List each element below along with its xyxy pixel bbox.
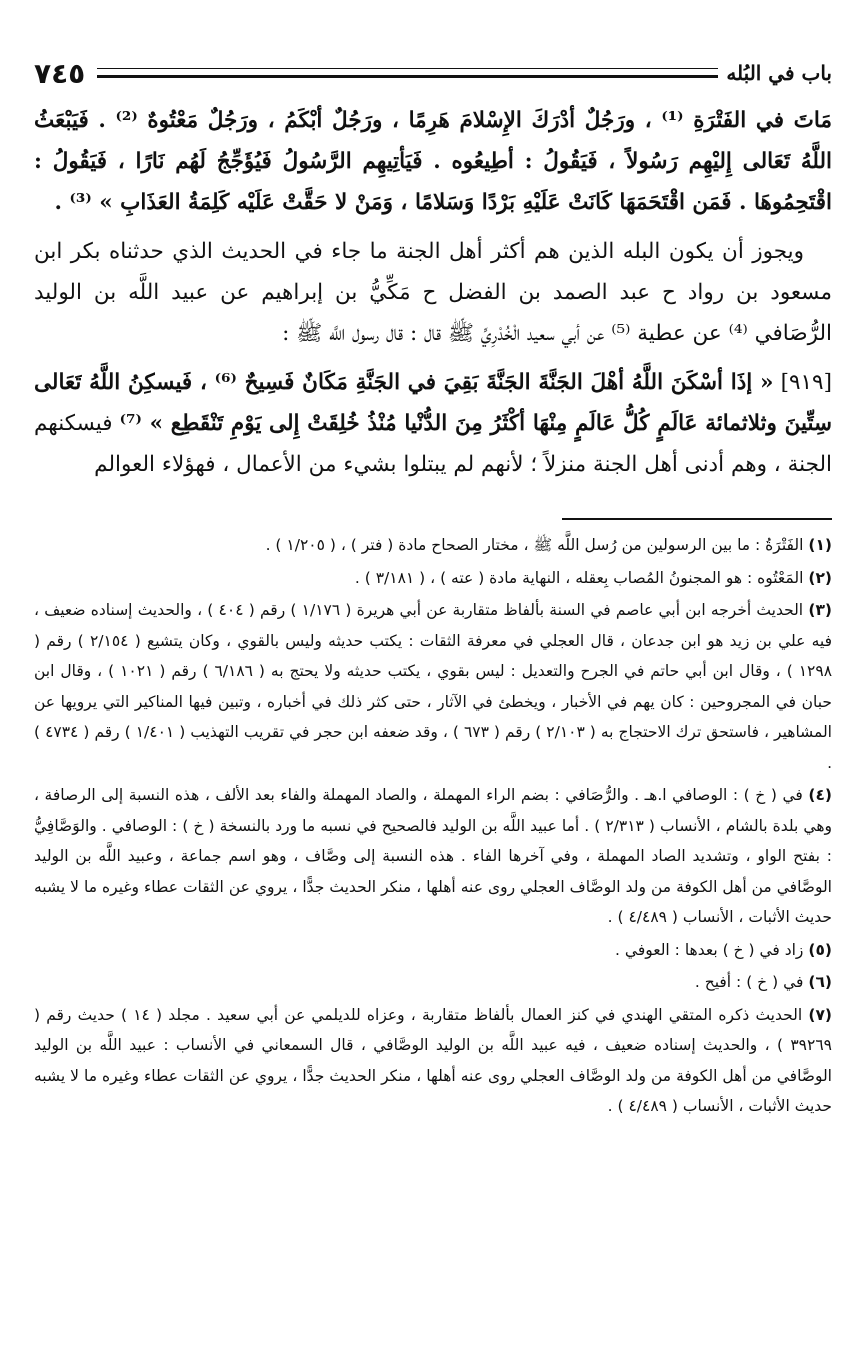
footnote-text: الحديث ذكره المتقي الهندي في كنز العمال بألفاظ متقاربة ، وعزاه للديلمي عن أبي سعيد . مجلد ( ١٤ ) حديث رقم ( ٣٩٢٦٩ ) ، والحديث إسناده ضعيف ، فيه عبيد اللَّه بن الوليد الوصَّافي ، قال السمعاني في الأنساب : عبيد اللَّه بن الوليد الوصَّافي من أهل الكوفة من ولد الوصَّاف العجلي روى عنه أهلها ، منكر الحديث جدًّا ، يروي عن الثقات عطاء وغيره ما لا يشبه حديث الأثبات ، الأنساب ( ٤/٤٨٩ ) . (34, 1005, 832, 1115)
hadith-continuation: مَاتَ في الفَتْرَةِ ⁽¹⁾ ، ورَجُلٌ أدْرَكَ الإِسْلامَ هَرِمًا ، ورَجُلٌ أبْكَمُ ، ورَجُلٌ مَعْتُوهٌ ⁽²⁾ . فَيَبْعَثُ اللَّهُ تَعَالى إِليْهِم رَسُولاً ، فَيَقُولُ : أطِيعُوه . فَيَأتِيهِم الرَّسُولُ فَيُؤَجِّجُ لَهُم نَارًا ، فَيَقُولُ : اقْتَحِمُوهَا . فَمَن اقْتَحَمَهَا كَانَتْ عَلَيْهِ بَرْدًا وَسَلامًا ، وَمَنْ لا حَقَّتْ عَلَيْه كَلِمَةُ العَذَابِ » ⁽³⁾ . (34, 108, 832, 215)
hadith-number: [٩١٩] (780, 370, 832, 395)
hadith-text: « إذَا أسْكَنَ اللَّهُ أهْلَ الجَنَّةَ الجَنَّةَ بَقِيَ في الجَنَّةِ مَكَانٌ فَسِيحٌ ⁽⁶⁾ ، فَيسكِنُ اللَّهُ تَعَالى سِتِّينَ وثلاثمائة عَالَمٍ كُلُّ عَالَمٍ مِنْهَا أكْثَرُ مِنَ الدُّنْيا مُنْذُ خُلِقَتْ إِلى يَوْمِ تَنْقَطِع » ⁽⁷⁾ (34, 370, 832, 436)
footnote (34, 780, 832, 933)
footnote-number: (٢) (808, 568, 832, 587)
body-text: فيسكنهم الجنة ، وهم أدنى أهل الجنة منزلاً ؛ لأنهم لم يبتلوا بشيء من الأعمال ، فهؤلاء العوالم (34, 411, 832, 477)
footnote-number: (٧) (808, 1005, 832, 1024)
footnote-text: المَعْتُوه : هو المجنونُ المُصاب بِعقله ، النهاية مادة ( عته ) ، ( ٣/١٨١ ) . (354, 568, 804, 587)
footnote-number: (٦) (808, 973, 832, 991)
footnote (34, 595, 832, 778)
footnotes (34, 530, 832, 1124)
body-paragraph: ويجوز أن يكون البله الذين هم أكثر أهل الجنة ما جاء في الحديث الذي حدثناه بكر ابن مسعود بن رواد ح عبد الصمد بن الفضل ح مَكِّيُّ بن إبراهيم عن عبيد اللَّه بن الوليد الرُّصَافي ⁽⁴⁾ عن عطية ⁽⁵⁾ عن أبي سعيد الْخُدْرِيِّ ﷺ قال : قال رسول اللَّه ﷺ : (34, 239, 832, 346)
footnote (34, 935, 832, 966)
footnote (34, 530, 832, 561)
footnote (34, 1000, 832, 1122)
footnote-number: (٥) (808, 940, 832, 959)
footnote-text: الفَتْرَةُ : ما بين الرسولين من رُسل اللَّه ﷺ ، مختار الصحاح مادة ( فتر ) ، ( ١/٢٠٥ ) . (265, 536, 804, 554)
footnote-divider (562, 518, 832, 520)
footnote-text: زاد في ( خ ) بعدها : العوفي . (615, 940, 804, 959)
footnote-text: في ( خ ) : أفيح . (694, 973, 804, 991)
footnote-number: (٤) (808, 786, 832, 804)
page-number: ٧٤٥ (34, 56, 86, 90)
hadith-paragraph (34, 362, 832, 485)
footnote (34, 967, 832, 998)
footnote-number: (٣) (808, 601, 832, 619)
running-header (34, 52, 832, 94)
header-rule (97, 68, 718, 78)
chapter-title: باب في البُله (726, 61, 832, 85)
footnote-text: الحديث أخرجه ابن أبي عاصم في السنة بألفاظ متقاربة عن أبي هريرة ( ١/١٧٦ ) رقم ( ٤٠٤ ) ، والحديث إسناده ضعيف ، فيه علي بن زيد هو ابن جدعان ، قال العجلي في معرفة الثقات : يكتب حديثه وليس بالقوي ، وكان يتشيع ( ٢/١٥٤ ) رقم ( ١٢٩٨ ) ، وقال ابن أبي حاتم في الجرح والتعديل : ليس بقوي ، يكتب حديثه ولا يحتج به ( ٦/١٨٦ ) رقم ( ١٠٢١ ) ، وقال ابن حبان في المجروحين : كان يهم في الأخبار ، ويخطئ في الآثار ، حتى كثر ذلك في أخباره ، وتبين فيها المناكير التي يرويها عن المشاهير ، فاستحق ترك الاحتجاج به ( ٢/١٠٣ ) رقم ( ٦٧٣ ) ، وقد ضعفه ابن حجر في تقريب التهذيب ( ١/٤٠١ ) رقم ( ٤٧٣٤ ) . (34, 601, 833, 772)
footnote-number: (١) (808, 536, 832, 554)
main-text (34, 100, 832, 493)
footnote-text: في ( خ ) : الوصافي ا.هـ . والرُّصَافي : بضم الراء المهملة ، والصاد المهملة والفاء بعد الألف ، هذه النسبة إلى الرصافة ، وهي بلدة بالشام ، الأنساب ( ٢/٣١٣ ) . أما عبيد اللَّه بن الوليد فالصحيح في نسبه ما ورد بالنسخة ( خ ) : الوصافي . والوَصَّافِيُّ : بفتح الواو ، وتشديد الصاد المهملة ، وفي آخرها الفاء . هذه النسبة إلى وصَّاف ، وهو اسم جماعة ، وعبيد اللَّه بن الوليد الوصَّافي من أهل الكوفة من ولد الوصَّاف العجلي روى عنه أهلها ، منكر الحديث جدًّا ، يروي عن الثقات عطاء وغيره ما لا يشبه حديث الأثبات ، الأنساب ( ٤/٤٨٩ ) . (34, 786, 832, 926)
footnote (34, 563, 832, 594)
